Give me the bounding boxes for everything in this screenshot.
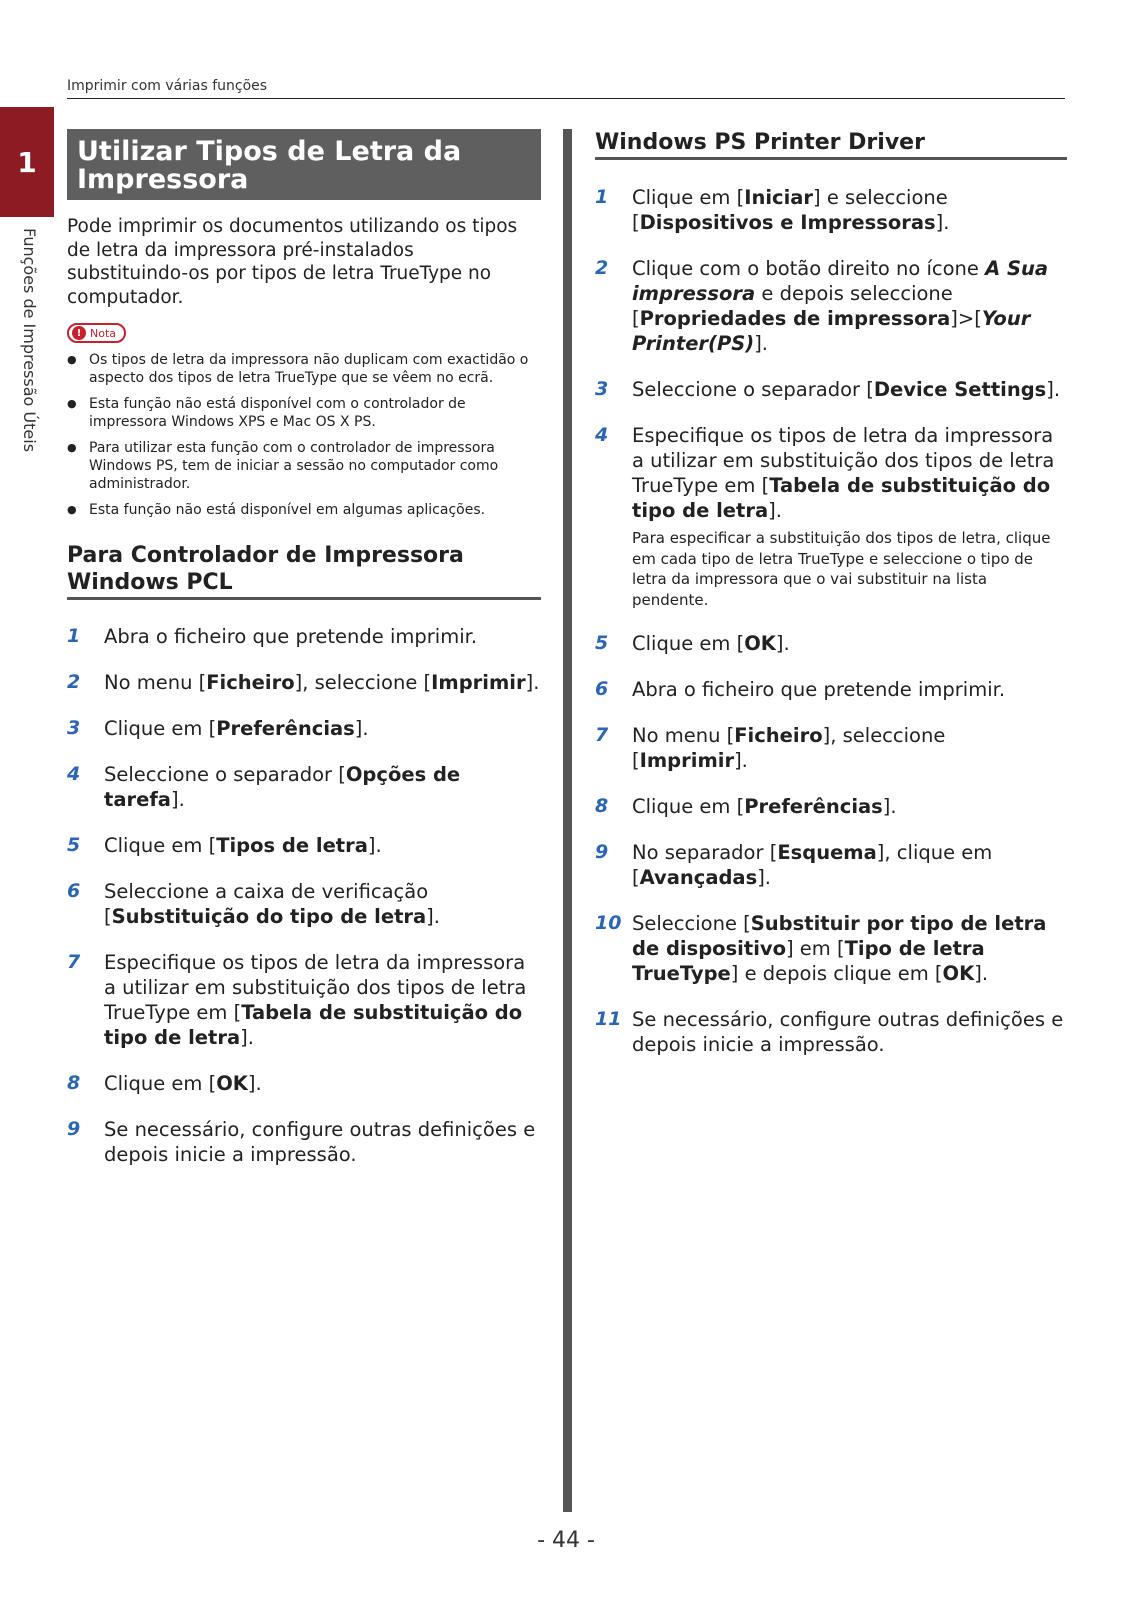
step-item	[67, 1117, 541, 1167]
step-text-part: ].	[882, 795, 897, 818]
step-text-part: Clique em [	[632, 186, 745, 209]
right-column	[595, 129, 1067, 1078]
step-ui-label: OK	[216, 1072, 248, 1095]
step-ui-label: Tabela de substituição do tipo de letra	[104, 1001, 523, 1049]
header-rule	[67, 98, 1065, 99]
step-subnote: Para especificar a substituição dos tipos de letra, clique em cada tipo de letra TrueType e seleccione o tipo de letra da impressora que o vai substituir na lista pendente.	[632, 529, 1051, 609]
step-number: 5	[67, 834, 81, 856]
step-text-part: ].	[734, 749, 748, 772]
step-ui-label: Preferências	[744, 795, 883, 818]
step-number: 3	[595, 378, 609, 400]
step-item	[67, 762, 541, 812]
step-text-part: ].	[757, 866, 772, 889]
ps-heading: Windows PS Printer Driver	[595, 129, 1067, 160]
step-text-part: ].	[525, 671, 540, 694]
step-ui-label: Propriedades de impressora	[639, 307, 951, 330]
step-text	[104, 670, 539, 695]
step-ui-label: A Sua impressora	[632, 257, 1049, 305]
step-number: 7	[595, 724, 609, 746]
step-text-part: Abra o ficheiro que pretende imprimir.	[632, 678, 1006, 701]
step-text	[632, 1007, 1067, 1057]
step-ui-label: Device Settings	[873, 378, 1047, 401]
step-text-part: Clique em [	[104, 717, 217, 740]
step-text-part: ], seleccione [	[294, 671, 432, 694]
step-text	[632, 723, 1067, 773]
step-number: 9	[595, 841, 609, 863]
step-ui-label: Imprimir	[639, 749, 735, 772]
pcl-steps-list	[67, 624, 541, 1167]
step-number: 1	[67, 625, 81, 647]
step-text-part: Clique em [	[104, 1072, 217, 1095]
step-text	[632, 677, 1005, 702]
step-number: 4	[67, 763, 81, 785]
step-text-part: Clique em [	[632, 632, 745, 655]
step-text-part: ].	[247, 1072, 262, 1095]
step-text-part: No menu [	[104, 671, 207, 694]
step-text	[104, 879, 541, 929]
step-ui-label: Substituir por tipo de letra de dispositivo	[632, 912, 1047, 960]
step-text-part: ].	[170, 788, 185, 811]
step-number: 8	[595, 795, 609, 817]
step-text-part: ], seleccione [	[632, 724, 946, 772]
step-text	[104, 762, 541, 812]
pcl-heading: Para Controlador de Impressora Windows PCL	[67, 542, 541, 600]
step-text	[632, 911, 1067, 986]
step-item	[67, 1071, 541, 1096]
step-item	[595, 840, 1067, 890]
step-text-part: ], clique em [	[632, 841, 993, 889]
step-text-part: Seleccione o separador [	[632, 378, 874, 401]
step-number: 2	[595, 257, 609, 279]
step-ui-label: Ficheiro	[734, 724, 823, 747]
step-number: 8	[67, 1072, 81, 1094]
note-list	[67, 351, 541, 519]
ps-steps-list	[595, 185, 1067, 1057]
step-text	[632, 377, 1060, 402]
step-text-part: ].	[974, 962, 989, 985]
step-ui-label: Opções de tarefa	[104, 763, 461, 811]
step-text	[632, 631, 790, 656]
step-item	[595, 911, 1067, 986]
step-ui-label: Avançadas	[639, 866, 758, 889]
step-text-part: ].	[1046, 378, 1061, 401]
step-ui-label: Your Printer(PS)	[632, 307, 1031, 355]
step-number: 2	[67, 671, 81, 693]
step-text-part: ] em [	[785, 937, 845, 960]
step-text-part: No separador [	[632, 841, 778, 864]
step-text-part: ]>[	[950, 307, 982, 330]
step-ui-label: Substituição do tipo de letra	[111, 905, 427, 928]
step-text	[632, 256, 1067, 356]
step-text-part: ].	[768, 499, 782, 522]
step-item	[67, 624, 541, 649]
step-ui-label: Esquema	[777, 841, 877, 864]
step-ui-label: Iniciar	[744, 186, 814, 209]
step-ui-label: OK	[942, 962, 975, 985]
step-text-part: No menu [	[632, 724, 735, 747]
note-badge	[67, 323, 126, 343]
step-text-part: ].	[367, 834, 382, 857]
step-item	[67, 670, 541, 695]
step-number: 3	[67, 717, 81, 739]
step-text	[104, 716, 369, 741]
step-item	[595, 677, 1067, 702]
step-number: 6	[67, 880, 81, 902]
step-text	[632, 840, 1067, 890]
step-item	[67, 833, 541, 858]
section-title: Utilizar Tipos de Letra da Impressora	[67, 129, 541, 200]
step-text-part: Abra o ficheiro que pretende imprimir.	[104, 625, 478, 648]
step-text	[632, 794, 897, 819]
step-item	[595, 256, 1067, 356]
note-item: ● Os tipos de letra da impressora não duplicam com exactidão o aspecto dos tipos de letra TrueType que se vêem no ecrã.	[67, 351, 541, 387]
step-text-part: ].	[754, 332, 769, 355]
step-item	[595, 185, 1067, 235]
page-number: - 44 -	[537, 1528, 595, 1553]
note-item: ● Esta função não está disponível com o controlador de impressora Windows XPS e Mac OS X PS.	[67, 395, 541, 431]
step-number: 5	[595, 632, 609, 654]
step-text	[104, 1117, 541, 1167]
step-number: 10	[595, 912, 622, 934]
intro-paragraph: Pode imprimir os documentos utilizando os tipos de letra da impressora pré-instalados substituindo-os por tipos de letra TrueType no computador.	[67, 216, 518, 308]
step-ui-label: Tipo de letra TrueType	[632, 937, 985, 985]
step-text-part: ].	[354, 717, 369, 740]
step-text-part: ].	[240, 1026, 254, 1049]
step-item	[595, 423, 1067, 610]
step-item	[67, 950, 541, 1050]
left-column	[67, 129, 541, 1188]
step-item	[595, 631, 1067, 656]
step-text	[104, 950, 541, 1050]
exclamation-icon: !	[72, 326, 86, 340]
step-text	[632, 185, 1067, 235]
step-text-part: Clique em [	[104, 834, 217, 857]
step-item	[595, 794, 1067, 819]
step-text	[632, 423, 1067, 610]
note-item: ● Esta função não está disponível em algumas aplicações.	[67, 501, 541, 519]
step-text-part: ] e depois clique em [	[730, 962, 943, 985]
step-item	[595, 1007, 1067, 1057]
step-text-part: Seleccione [	[632, 912, 751, 935]
chapter-side-label: Funções de Impressão Úteis	[20, 228, 39, 453]
step-ui-label: Ficheiro	[206, 671, 295, 694]
step-number: 1	[595, 186, 609, 208]
step-text-part: ].	[775, 632, 790, 655]
step-number: 11	[595, 1008, 622, 1030]
step-text-part: Especifique os tipos de letra da impressora a utilizar em substituição dos tipos de letra TrueType em [	[104, 951, 527, 1024]
step-number: 6	[595, 678, 609, 700]
step-item	[595, 723, 1067, 773]
step-text-part: ].	[426, 905, 440, 928]
step-ui-label: OK	[744, 632, 776, 655]
step-text	[104, 1071, 262, 1096]
step-text-part: Clique em [	[632, 795, 745, 818]
step-ui-label: Dispositivos e Impressoras	[639, 211, 936, 234]
step-number: 4	[595, 424, 609, 446]
step-ui-label: Imprimir	[431, 671, 526, 694]
step-item	[595, 377, 1067, 402]
step-text	[104, 833, 382, 858]
step-text-part: Clique com o botão direito no ícone	[632, 257, 986, 280]
step-text-part: Se necessário, configure outras definições e depois inicie a impressão.	[104, 1118, 536, 1166]
step-text-part: e depois seleccione [	[632, 282, 953, 330]
step-text	[104, 624, 477, 649]
running-header: Imprimir com várias funções	[67, 78, 268, 94]
step-text-part: Se necessário, configure outras definições e depois inicie a impressão.	[632, 1008, 1064, 1056]
step-number: 7	[67, 951, 81, 973]
step-item	[67, 879, 541, 929]
note-item: ● Para utilizar esta função com o controlador de impressora Windows PS, tem de iniciar a sessão no computador como administrador.	[67, 439, 541, 493]
note-label: Nota	[90, 326, 117, 340]
column-divider	[563, 129, 572, 1512]
step-number: 9	[67, 1118, 81, 1140]
step-text-part: Seleccione a caixa de verificação [	[104, 880, 429, 928]
step-ui-label: Preferências	[216, 717, 355, 740]
chapter-tab: 1	[0, 107, 54, 217]
step-text-part: Especifique os tipos de letra da impressora a utilizar em substituição dos tipos de letra TrueType em [	[632, 424, 1055, 497]
step-ui-label: Tipos de letra	[216, 834, 368, 857]
step-text-part: ].	[935, 211, 950, 234]
step-ui-label: Tabela de substituição do tipo de letra	[632, 474, 1051, 522]
step-item	[67, 716, 541, 741]
step-text-part: Seleccione o separador [	[104, 763, 346, 786]
step-text-part: ] e seleccione [	[632, 186, 948, 234]
